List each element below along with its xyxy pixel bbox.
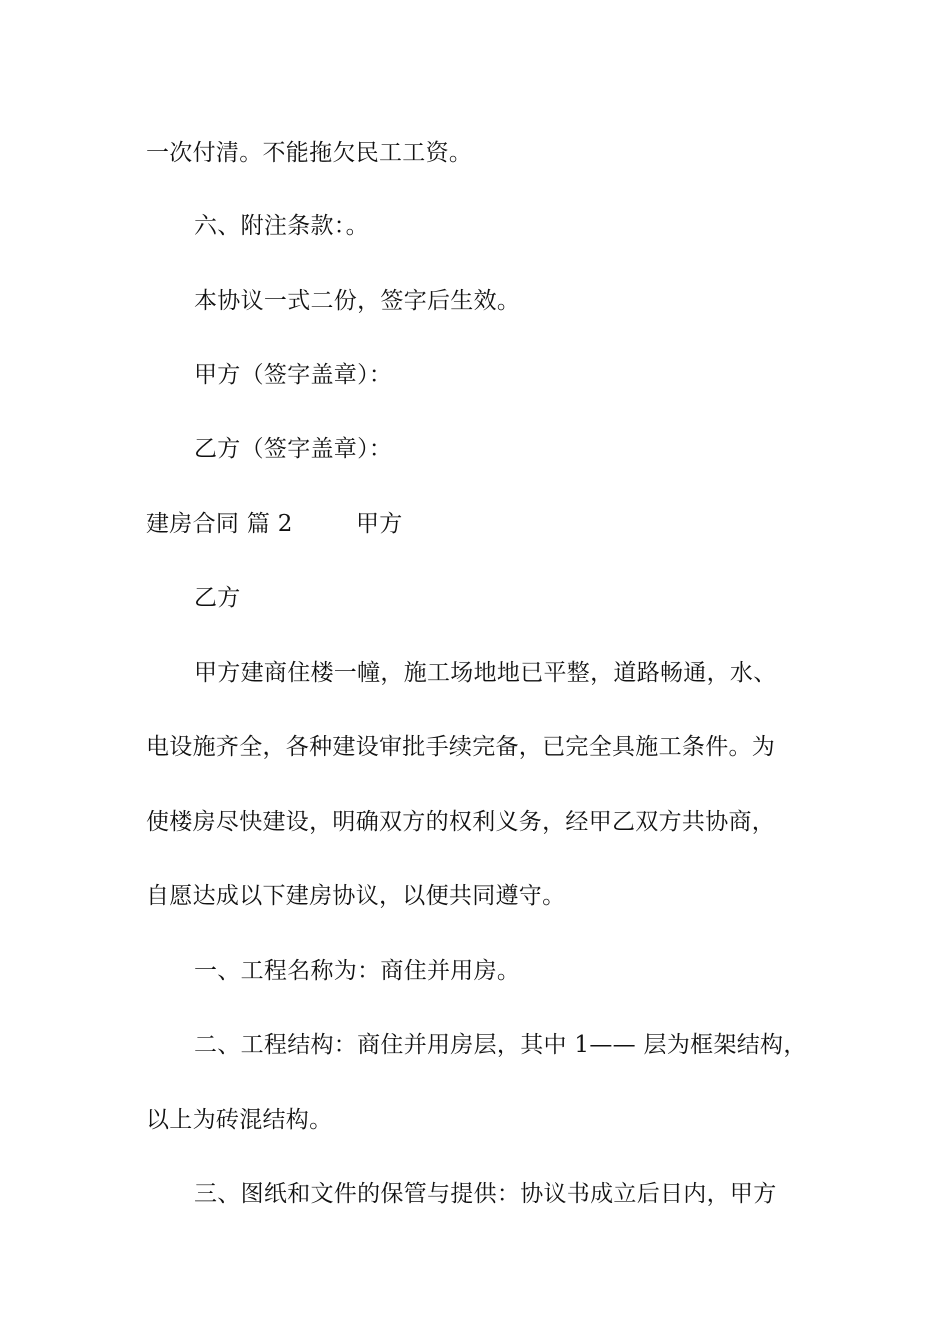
paragraph-line: 一次付清。不能拖欠民工工资。	[146, 140, 473, 166]
paragraph-line: 以上为砖混结构。	[146, 1107, 333, 1133]
clause-three: 三、图纸和文件的保管与提供：协议书成立后日内，甲方	[194, 1181, 777, 1207]
contract-heading	[146, 508, 826, 540]
paragraph-line: 电设施齐全，各种建设审批手续完备，已完全具施工条件。为	[146, 734, 776, 760]
clause-two: 二、工程结构：商住并用房层，其中 1—— 层为框架结构，	[194, 1032, 807, 1058]
contract-title: 建房合同	[146, 511, 240, 537]
paragraph-line: 自愿达成以下建房协议，以便共同遵守。	[146, 883, 566, 909]
section-six-heading: 六、附注条款：。	[194, 213, 369, 239]
clause-one: 一、工程名称为：商住并用房。	[194, 958, 521, 984]
party-b-signature-line: 乙方（签字盖章）：	[194, 436, 393, 462]
party-a-signature-line: 甲方（签字盖章）：	[194, 362, 393, 388]
paragraph-line: 使楼房尽快建设，明确双方的权利义务，经甲乙双方共协商，	[146, 809, 776, 835]
contract-part-number: 篇 2	[246, 511, 293, 537]
paragraph-line: 甲方建商住楼一幢，施工场地地已平整，道路畅通，水、	[194, 660, 777, 686]
party-a-label: 甲方	[355, 511, 403, 537]
party-b-label: 乙方	[194, 585, 241, 611]
paragraph-line: 本协议一式二份，签字后生效。	[194, 288, 521, 314]
